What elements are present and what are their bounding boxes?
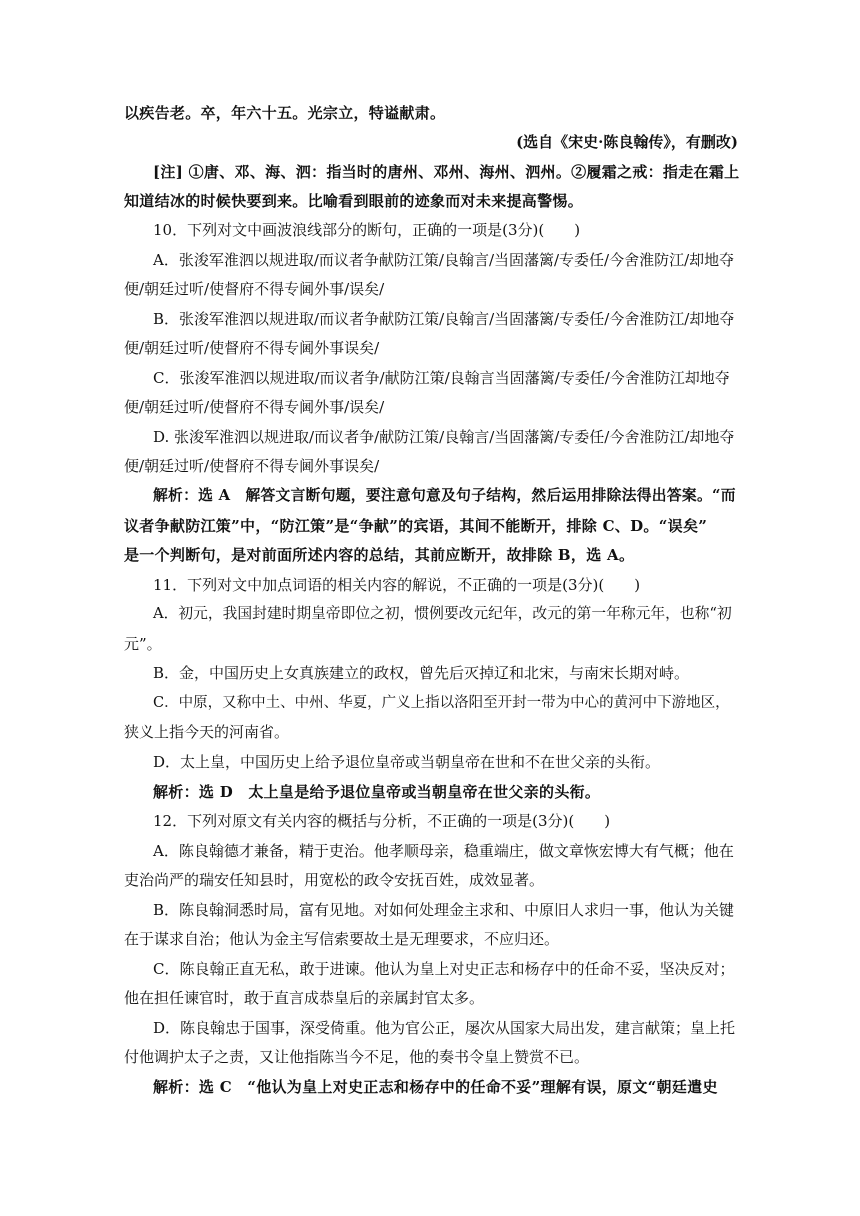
q10-option-c-1: C．张浚军淮泗以规进取/而议者争/献防江策/良翰言当固藩篱/专委任/今舍淮防江却地夺 [153,369,730,387]
q12-answer-text: “他认为皇上对史正志和杨存中的任命不妥”理解有误，原文“朝廷遣史 [231,1078,718,1096]
note-text-1: ①唐、邓、海、泗：指当时的唐州、邓州、海州、泗州。②履霜之戒：指走在霜上 [183,163,740,181]
q12-option-a-1: A．陈良翰德才兼备，精于吏治。他孝顺母亲，稳重端庄，做文章恢宏博大有气概；他在 [153,842,734,860]
q11-answer-label: 解析：选 D [153,783,234,801]
q10-option-a-1: A．张浚军淮泗以规进取/而议者争献防江策/良翰言/当固藩篱/专委任/今舍淮防江/却地夺 [153,251,735,269]
q12-option-a-2: 吏治尚严的瑞安任知县时，用宽松的政令安抚百姓，成效显著。 [124,871,545,889]
note-label: [注] [153,163,184,181]
q11-option-b: B．金，中国历史上女真族建立的政权，曾先后灭掉辽和北宋，与南宋长期对峙。 [153,664,690,682]
q10-answer-line-2: 议者争献防江策”中，“防江策”是“争献”的宾语，其间不能断开，排除 C、D。“误矣” [124,517,708,535]
q10-option-d-1: D. 张浚军淮泗以规进取/而议者争/献防江策/良翰言/当固藩篱/专委任/今舍淮防江/却地夺 [153,428,735,446]
note-line-2: 知道结冰的时候快要到来。比喻看到眼前的迹象而对未来提高警惕。 [124,192,584,210]
q11-option-c-1: C．中原，又称中土、中州、华夏，广义上指以洛阳至开封一带为中心的黄河中下游地区， [153,695,730,711]
q12-answer-label: 解析：选 C [153,1078,232,1096]
q10-option-b-2: 便/朝廷过听/使督府不得专阃外事误矣/ [124,339,380,357]
q10-option-a-2: 便/朝廷过听/使督府不得专阃外事/误矣/ [124,280,385,298]
q10-stem: 10．下列对文中画波浪线部分的断句，正确的一项是(3分)( ) [153,221,581,239]
q12-option-c-2: 他在担任谏官时，敢于直言成恭皇后的亲属封官太多。 [124,989,485,1007]
q11-option-d: D．太上皇，中国历史上给予退位皇帝或当朝皇帝在世和不在世父亲的头衔。 [153,753,661,771]
q11-option-a-1: A．初元，我国封建时期皇帝即位之初，惯例要改元纪年，改元的第一年称元年，也称“初 [153,605,732,622]
q10-option-b-1: B．张浚军淮泗以规进取/而议者争献防江策/良翰言/当固藩篱/专委任/今舍淮防江/却地夺 [153,310,735,328]
q10-answer-text-1: 解答文言断句题，要注意句意及句子结构，然后运用排除法得出答案。“而 [230,487,736,504]
q12-option-d-2: 付他调护太子之责，又让他指陈当今不足，他的奏书令皇上赞赏不已。 [124,1048,590,1066]
q11-stem: 11．下列对文中加点词语的相关内容的解说，不正确的一项是(3分)( ) [153,576,641,594]
q11-answer-text: 太上皇是给予退位皇帝或当朝皇帝在世父亲的头衔。 [233,783,601,801]
q10-answer-line-3: 是一个判断句，是对前面所述内容的总结，其前应断开，故排除 B，选 A。 [124,546,635,564]
q10-option-d-2: 便/朝廷过听/使督府不得专阃外事误矣/ [124,457,380,475]
q12-option-c-1: C．陈良翰正直无私，敢于进谏。他认为皇上对史正志和杨存中的任命不妥，坚决反对； [153,960,735,978]
q12-answer-line [153,1076,738,1098]
q11-option-c-2: 狭义上指今天的河南省。 [124,723,290,741]
q12-option-d-1: D．陈良翰忠于国事，深受倚重。他为官公正，屡次从国家大局出发，建言献策；皇上托 [153,1019,736,1037]
q10-answer-label: 解析：选 A [153,487,231,504]
passage-source: (选自《宋史·陈良翰传》，有删改) [516,133,738,151]
q12-option-b-2: 在于谋求自治；他认为金主写信索要故土是无理要求，不应归还。 [124,930,560,948]
q10-answer-line-1 [153,485,738,507]
note-line-1 [153,161,738,183]
q10-option-c-2: 便/朝廷过听/使督府不得专阃外事/误矣/ [124,398,385,416]
passage-tail: 以疾告老。卒，年六十五。光宗立，特谥献肃。 [124,104,446,122]
q11-answer-line [153,781,738,803]
q11-option-a-2: 元”。 [124,635,162,653]
q12-stem: 12．下列对原文有关内容的概括与分析，不正确的一项是(3分)( ) [153,812,611,830]
q12-option-b-1: B．陈良翰洞悉时局，富有见地。对如何处理金主求和、中原旧人求归一事，他认为关键 [153,901,735,919]
